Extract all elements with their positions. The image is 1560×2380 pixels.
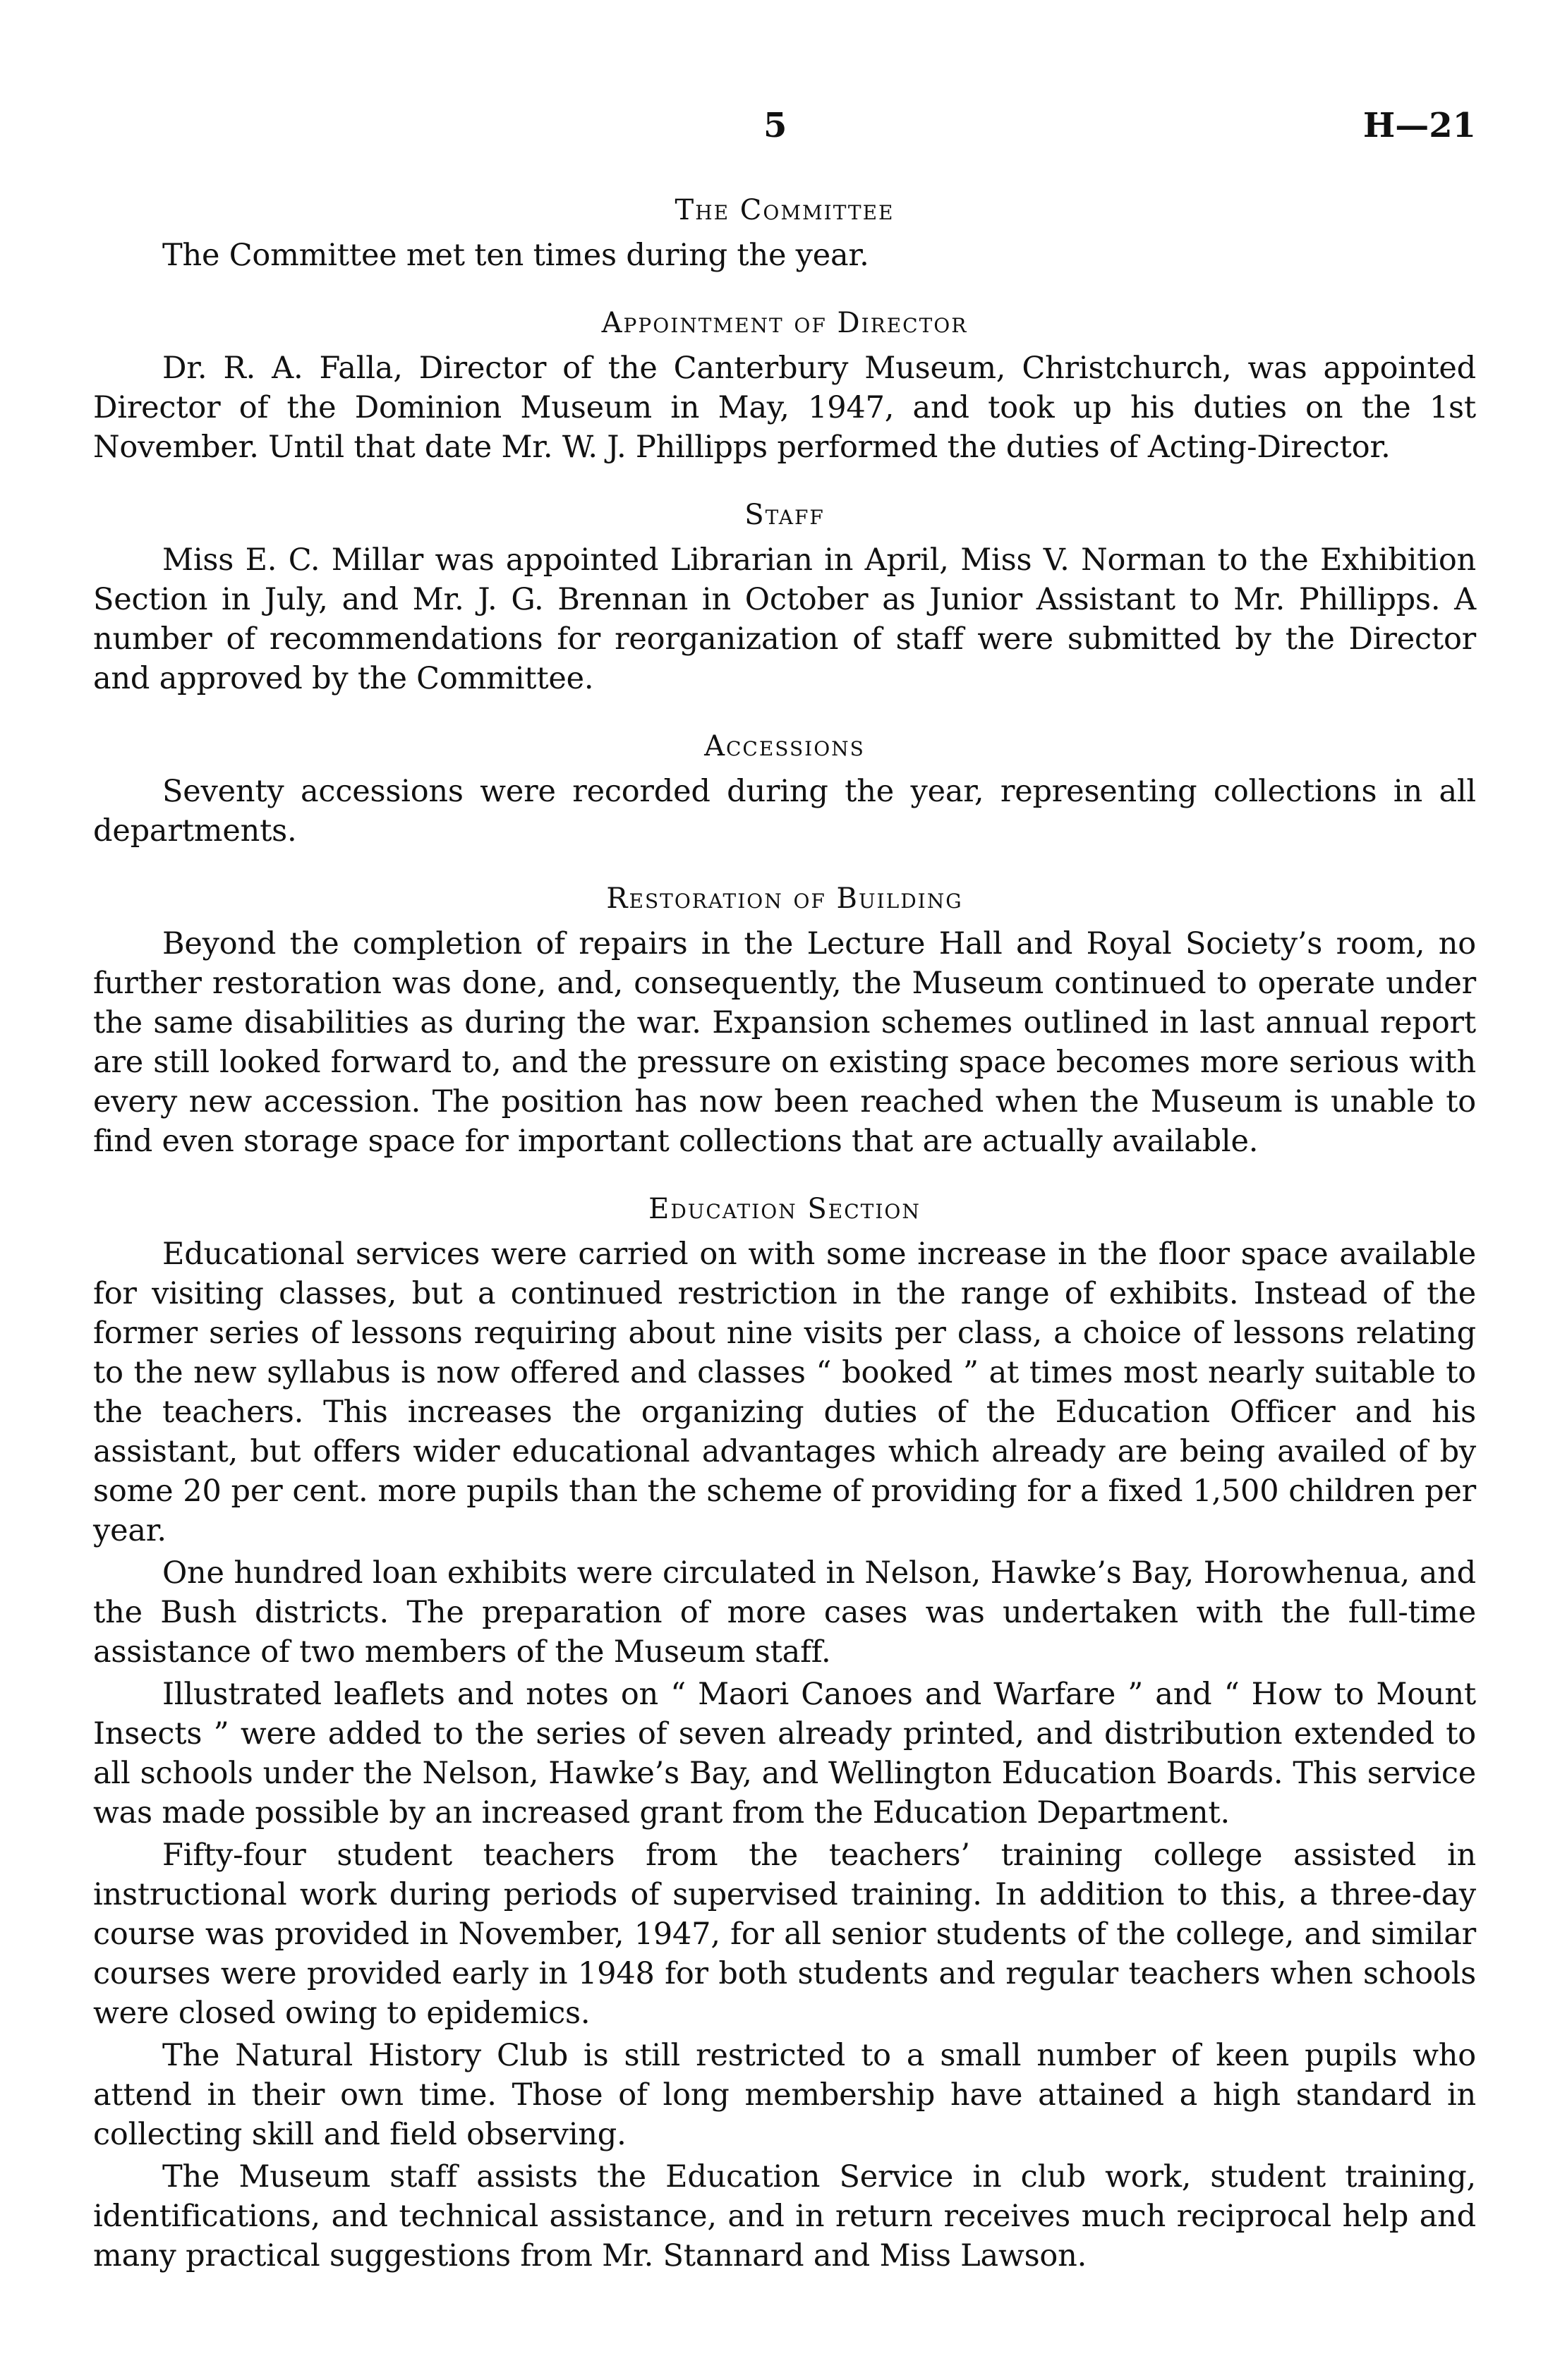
section-committee bbox=[93, 190, 1476, 275]
section-education bbox=[93, 1189, 1476, 2276]
page-number: 5 bbox=[763, 106, 787, 145]
section-heading: The Committee bbox=[675, 194, 895, 226]
section-heading: Restoration of Building bbox=[606, 882, 963, 915]
document-code: H—21 bbox=[1362, 106, 1476, 145]
paragraph: One hundred loan exhibits were circulated in Nelson, Hawke’s Bay, Horowhenua, and the Bush districts. The preparation of more cases was undertaken with the full-time assistance of two members of the Museum staff. bbox=[93, 1555, 1476, 1670]
section-restoration-of-building bbox=[93, 879, 1476, 1161]
section-staff bbox=[93, 495, 1476, 698]
paragraph: The Committee met ten times during the year. bbox=[162, 238, 869, 273]
document-page bbox=[93, 106, 1476, 2278]
section-heading: Staff bbox=[744, 499, 825, 531]
paragraph: Seventy accessions were recorded during the year, representing collections in all departments. bbox=[93, 774, 1476, 849]
page-header bbox=[93, 106, 1476, 169]
section-heading: Appointment of Director bbox=[601, 307, 968, 339]
section-heading: Accessions bbox=[704, 730, 865, 763]
paragraph: Miss E. C. Millar was appointed Librarian in April, Miss V. Norman to the Exhibition Section in July, and Mr. J. G. Brennan in October as Junior Assistant to Mr. Phillipps. A number of recommendations for reorganization of staff were submitted by the Director and approved by the Committee. bbox=[93, 542, 1476, 696]
section-heading: Education Section bbox=[648, 1193, 921, 1225]
section-accessions bbox=[93, 727, 1476, 851]
section-appointment-of-director bbox=[93, 303, 1476, 467]
paragraph: The Natural History Club is still restricted to a small number of keen pupils who attend in their own time. Those of long membership have attained a high standard in collecting skill and field observing. bbox=[93, 2038, 1476, 2152]
paragraph: The Museum staff assists the Education Service in club work, student training, identifications, and technical assistance, and in return receives much reciprocal help and many practical suggestions from Mr. Stannard and Miss Lawson. bbox=[93, 2159, 1476, 2273]
paragraph: Educational services were carried on with some increase in the floor space available for visiting classes, but a continued restriction in the range of exhibits. Instead of the former series of lessons requiring about nine visits per class, a choice of lessons relating to the new syllabus is now offered and classes “ booked ” at times most nearly suitable to the teachers. This increases the organizing duties of the Education Officer and his assistant, but offers wider educational advantages which already are being availed of by some 20 per cent. more pupils than the scheme of providing for a fixed 1,500 children per year. bbox=[93, 1237, 1476, 1548]
paragraph: Dr. R. A. Falla, Director of the Canterbury Museum, Christchurch, was appointed Director of the Dominion Museum in May, 1947, and took up his duties on the 1st November. Until that date Mr. W. J. Phillipps performed the duties of Acting-Director. bbox=[93, 351, 1476, 465]
paragraph: Beyond the completion of repairs in the Lecture Hall and Royal Society’s room, no further restoration was done, and, consequently, the Museum continued to operate under the same disabilities as during the war. Expansion schemes outlined in last annual report are still looked forward to, and the pressure on existing space becomes more serious with every new accession. The position has now been reached when the Museum is unable to find even storage space for important collections that are actually available. bbox=[93, 926, 1476, 1159]
paragraph: Illustrated leaflets and notes on “ Maori Canoes and Warfare ” and “ How to Mount Insects ” were added to the series of seven already printed, and distribution extended to all schools under the Nelson, Hawke’s Bay, and Wellington Education Boards. This service was made possible by an increased grant from the Education Department. bbox=[93, 1677, 1476, 1830]
paragraph: Fifty-four student teachers from the teachers’ training college assisted in instructional work during periods of supervised training. In addition to this, a three-day course was provided in November, 1947, for all senior students of the college, and similar courses were provided early in 1948 for both students and regular teachers when schools were closed owing to epidemics. bbox=[93, 1838, 1476, 2031]
